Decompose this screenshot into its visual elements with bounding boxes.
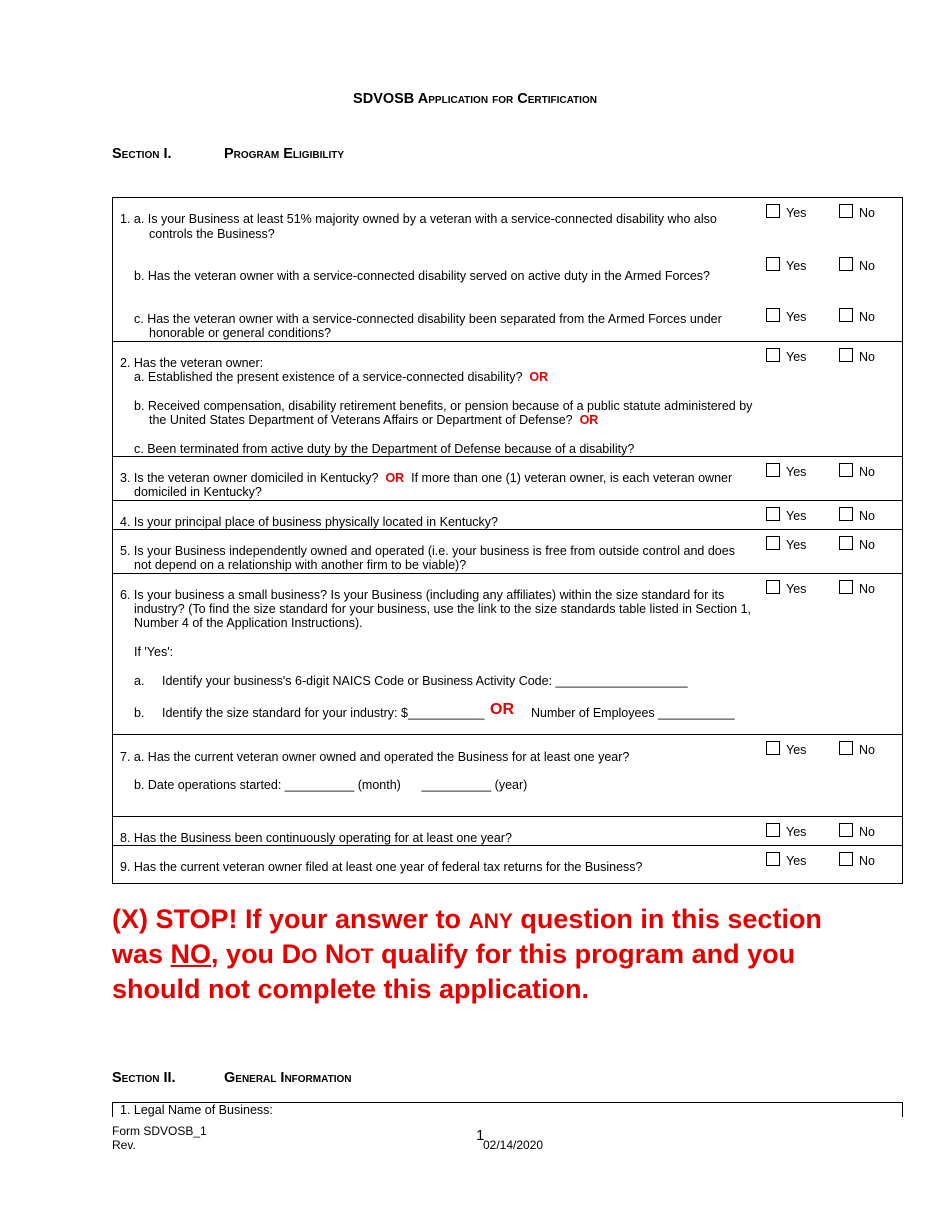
question-5: 5. Is your Business independently owned and operated (i.e. your business is free from outside control and does <box>120 544 735 558</box>
stop-do: D <box>281 939 302 969</box>
question-7a: 7. a. Has the current veteran owner owned and operated the Business for at least one year? <box>120 750 630 764</box>
stop-any: ANY <box>468 910 513 933</box>
page-number: 1 <box>476 1127 485 1144</box>
question-8: 8. Has the Business been continuously operating for at least one year? <box>120 831 512 845</box>
q8-yes-checkbox[interactable] <box>766 823 780 837</box>
q4-yes-checkbox[interactable] <box>766 507 780 521</box>
footer-date: 02/14/2020 <box>483 1138 544 1152</box>
question-3-text: 3. Is the veteran owner domiciled in Kentucky? <box>120 471 379 485</box>
q5-yes-checkbox[interactable] <box>766 536 780 550</box>
question-6-line3: Number 4 of the Application Instructions). <box>134 616 363 630</box>
no-label: No <box>859 206 875 220</box>
question-2c: c. Been terminated from active duty by the Department of Defense because of a disability? <box>134 442 635 456</box>
q2-no-checkbox[interactable] <box>839 348 853 362</box>
no-label: No <box>859 509 875 523</box>
no-label: No <box>859 854 875 868</box>
section-1-name: Program Eligibility <box>224 146 345 162</box>
no-label: No <box>859 538 875 552</box>
q2-yes-checkbox[interactable] <box>766 348 780 362</box>
yes-label: Yes <box>786 350 807 364</box>
question-9: 9. Has the current veteran owner filed at least one year of federal tax returns for the Business? <box>120 860 643 874</box>
yes-label: Yes <box>786 206 807 220</box>
question-1a: 1. a. Is your Business at least 51% majority owned by a veteran with a service-connected disability who also <box>120 212 717 226</box>
question-1a-cont: controls the Business? <box>149 227 275 241</box>
yes-label: Yes <box>786 538 807 552</box>
yes-label: Yes <box>786 854 807 868</box>
no-label: No <box>859 259 875 273</box>
row-divider <box>112 573 903 574</box>
employees-field[interactable]: Number of Employees ___________ <box>531 706 735 720</box>
form-number: Form SDVOSB_1 <box>112 1124 207 1138</box>
stop-no: NO <box>170 939 212 969</box>
size-standard-field[interactable]: Identify the size standard for your industry: $___________ <box>162 706 485 720</box>
no-label: No <box>859 350 875 364</box>
stop-text: question in this section <box>512 904 822 934</box>
question-1b: b. Has the veteran owner with a service-connected disability served on active duty in the Armed Forces? <box>134 269 710 283</box>
section-2-name: General Information <box>224 1070 352 1086</box>
legal-name-label: 1. Legal Name of Business: <box>120 1103 273 1117</box>
q9-yes-checkbox[interactable] <box>766 852 780 866</box>
yes-label: Yes <box>786 825 807 839</box>
naics-code-field[interactable]: Identify your business's 6-digit NAICS Code or Business Activity Code: ___________________ <box>162 674 688 688</box>
question-4: 4. Is your principal place of business physically located in Kentucky? <box>120 515 498 529</box>
question-6b-label: b. <box>134 706 145 720</box>
q3-no-checkbox[interactable] <box>839 463 853 477</box>
q6-yes-checkbox[interactable] <box>766 580 780 594</box>
q7-yes-checkbox[interactable] <box>766 741 780 755</box>
question-2b-text: the United States Department of Veterans Affairs or Department of Defense? <box>149 413 573 427</box>
q3-yes-checkbox[interactable] <box>766 463 780 477</box>
if-yes-label: If 'Yes': <box>134 645 174 659</box>
q1a-yes-checkbox[interactable] <box>766 204 780 218</box>
question-3-cont: domiciled in Kentucky? <box>134 485 262 499</box>
no-label: No <box>859 465 875 479</box>
row-divider <box>112 500 903 501</box>
stop-text: was <box>112 939 171 969</box>
yes-label: Yes <box>786 310 807 324</box>
yes-label: Yes <box>786 509 807 523</box>
q1a-no-checkbox[interactable] <box>839 204 853 218</box>
question-1c-cont: honorable or general conditions? <box>149 326 332 340</box>
no-label: No <box>859 582 875 596</box>
question-2b: b. Received compensation, disability retirement benefits, or pension because of a public statute administered by <box>134 399 753 413</box>
q5-no-checkbox[interactable] <box>839 536 853 550</box>
yes-label: Yes <box>786 743 807 757</box>
stop-warning <box>112 903 872 1006</box>
question-2a-text: a. Established the present existence of a service-connected disability? <box>134 370 523 384</box>
row-divider <box>112 816 903 817</box>
or-label: OR <box>529 370 549 384</box>
stop-do-sc: O <box>301 945 318 968</box>
stop-text: (X) STOP! If your answer to <box>112 904 469 934</box>
question-6-line2: industry? (To find the size standard for your business, use the link to the size standards table listed in Section 1, <box>134 602 752 616</box>
question-3-text-cont: If more than one (1) veteran owner, is each veteran owner <box>411 471 733 485</box>
question-6: 6. Is your business a small business? Is your Business (including any affiliates) within the size standard for its <box>120 588 725 602</box>
row-divider <box>112 734 903 735</box>
or-label: OR <box>579 413 599 427</box>
q9-no-checkbox[interactable] <box>839 852 853 866</box>
no-label: No <box>859 743 875 757</box>
q4-no-checkbox[interactable] <box>839 507 853 521</box>
section-2-number: Section II. <box>112 1070 176 1086</box>
q7-no-checkbox[interactable] <box>839 741 853 755</box>
question-2: 2. Has the veteran owner: <box>120 356 264 370</box>
q6-no-checkbox[interactable] <box>839 580 853 594</box>
question-2b-cont <box>149 413 598 428</box>
q1c-no-checkbox[interactable] <box>839 308 853 322</box>
q8-no-checkbox[interactable] <box>839 823 853 837</box>
stop-text: qualify for this program and you <box>373 939 796 969</box>
question-3 <box>120 471 732 486</box>
section-1-number: Section I. <box>112 146 172 162</box>
stop-not-sc: OT <box>344 945 374 968</box>
or-label: OR <box>385 471 405 485</box>
row-divider <box>112 341 903 342</box>
stop-text: , you <box>211 939 282 969</box>
q1b-no-checkbox[interactable] <box>839 257 853 271</box>
no-label: No <box>859 310 875 324</box>
q1c-yes-checkbox[interactable] <box>766 308 780 322</box>
yes-label: Yes <box>786 582 807 596</box>
date-started-field[interactable]: b. Date operations started: __________ (month) __________ (year) <box>134 778 528 792</box>
stop-text: should not complete this application. <box>112 974 590 1004</box>
question-5-cont: not depend on a relationship with another firm to be viable)? <box>134 558 467 572</box>
stop-not: N <box>324 939 345 969</box>
question-6a-label: a. <box>134 674 145 688</box>
page-title: SDVOSB Application for Certification <box>353 91 597 107</box>
question-2a <box>134 370 548 385</box>
or-label: OR <box>490 701 514 718</box>
question-1c: c. Has the veteran owner with a service-connected disability been separated from the Armed Forces under <box>134 312 722 326</box>
no-label: No <box>859 825 875 839</box>
yes-label: Yes <box>786 259 807 273</box>
q1b-yes-checkbox[interactable] <box>766 257 780 271</box>
yes-label: Yes <box>786 465 807 479</box>
form-rev: Rev. <box>112 1138 136 1152</box>
